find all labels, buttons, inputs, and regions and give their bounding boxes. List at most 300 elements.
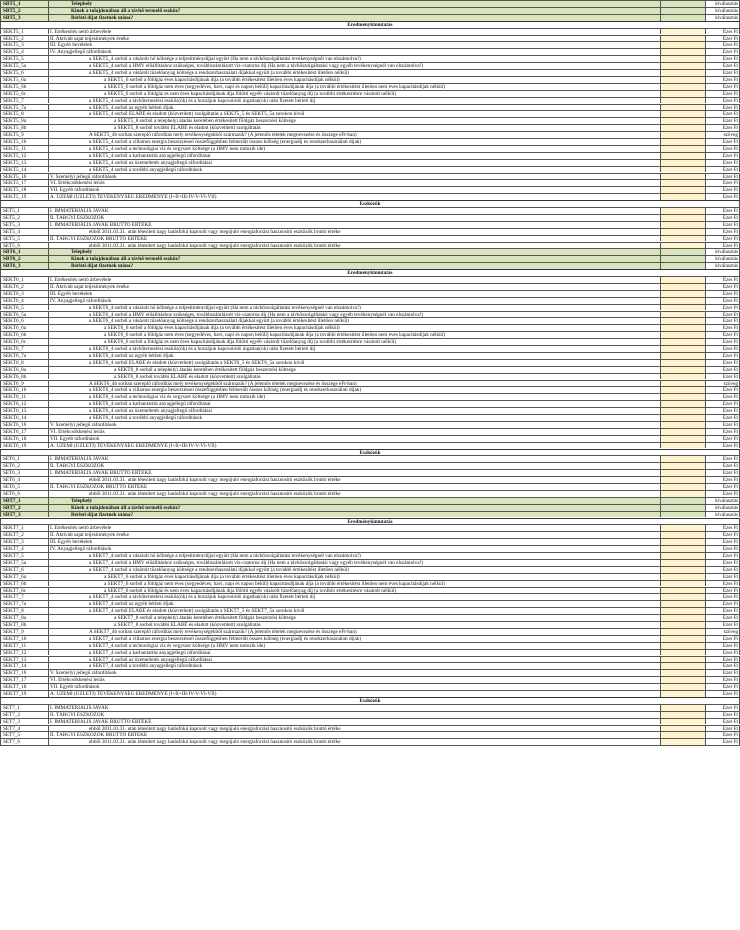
- row-unit: Ezer Ft: [705, 560, 740, 566]
- question-row: [0, 248, 740, 255]
- row-label: a SEKT7_4 sorból az üzemeltetés anyagjellegű ráfordításai: [48, 657, 660, 663]
- row-unit: Ezer Ft: [705, 463, 740, 469]
- row-label: a SEKT7_4 sorból a további anyagjellegű ráfordítások: [48, 663, 660, 669]
- row-unit: Ezer Ft: [705, 318, 740, 324]
- result-row: [0, 283, 740, 290]
- row-unit: Ezer Ft: [705, 98, 740, 104]
- row-label: a SEKT6_8 sorból a telephelyi átadás keretében értékesített földgáz beszerzési költsége: [48, 367, 660, 373]
- row-code: SEKT7_19: [0, 691, 48, 697]
- row-code: SEKT7_5a: [0, 560, 48, 566]
- row-label: VII. Egyéb ráfordítások: [48, 684, 660, 690]
- row-code: SEKT6_12: [0, 401, 48, 407]
- result-row: [0, 628, 740, 635]
- row-code: SEKT6_2: [0, 284, 48, 290]
- row-label: A. ÜZEMI (ÜZLETI) TEVÉKENYSÉG EREDMÉNYE (I+II+III-IV-V-VI-VII): [48, 691, 660, 697]
- row-label: a SEKT6_4 sorból a távhőtermelési eszköz(ök) és a hozzájuk kapcsolódó ingatlan(ok) után fizetett bérleti díj: [48, 346, 660, 352]
- row-code: SBT7_2: [0, 505, 48, 511]
- section-header-label: Eszközök: [0, 201, 740, 207]
- row-code: SEKT6_6a: [0, 325, 48, 331]
- row-code: SEKT7_6b: [0, 581, 48, 587]
- row-label: a SEKT7_8 sorból további ELÁBÉ és eladott (közvetített) szolgáltatás: [48, 622, 660, 628]
- row-unit: Ezer Ft: [705, 160, 740, 166]
- row-code: SEKT7_14: [0, 663, 48, 669]
- row-label: a SEKT5_8 sorból a telephelyi átadás keretében értékesített földgáz beszerzési költsége: [48, 118, 660, 124]
- row-unit: Ezer Ft: [705, 91, 740, 97]
- result-row: [0, 166, 740, 173]
- row-code: SBT6_2: [0, 256, 48, 262]
- row-unit: Ezer Ft: [705, 298, 740, 304]
- row-unit: Ezer Ft: [705, 367, 740, 373]
- row-label: a SEKT5_4 sorból a vásárolt tüzelőanyag költsége a rendszerhasználati díjakkal együtt (a további értékesítést illetően nélkül): [48, 70, 660, 76]
- row-label: IV. Anyagjellegű ráfordítások: [48, 546, 660, 552]
- row-code: SBT7_1: [0, 498, 48, 504]
- row-unit: Ezer Ft: [705, 574, 740, 580]
- row-unit: Ezer Ft: [705, 387, 740, 393]
- row-unit: Ezer Ft: [705, 650, 740, 656]
- row-code: SEKT7_4: [0, 546, 48, 552]
- row-label: I. Értékesítés nettó árbevétele: [48, 277, 660, 283]
- row-code: SEKT7_13: [0, 657, 48, 663]
- row-code: SEKT5_7: [0, 98, 48, 104]
- asset-row: [0, 731, 740, 738]
- result-row: [0, 580, 740, 587]
- result-row: [0, 48, 740, 55]
- row-label: a SEKT7_4 sorból az egyéb bérleti díjak: [48, 601, 660, 607]
- row-label: a SEKT5_4 sorból az üzemeltetés anyagjellegű ráfordításai: [48, 160, 660, 166]
- row-label: a SEKT6_4 sorból a HMV előállításhoz szükséges, továbbszámlázott víz-csatorna díj (Ha nem a távhőszolgáltatási vagy egyéb tevékenységnél van elszámolva!): [48, 312, 660, 318]
- row-code: SEKT5_6a: [0, 77, 48, 83]
- row-label: Kinek a tulajdonában áll a távhő termelő eszköz?: [48, 8, 660, 14]
- row-label: a SEKT6_4 sorból ELÁBÉ és eladott (közvetített) szolgáltatás a SEKT6_5 és SEKT6_5a sorokon kívül: [48, 360, 660, 366]
- row-label: a SEKT5_4 sorból a HMV előállításhoz szükséges, továbbszámlázott víz-csatorna díj (Ha nem a távhőszolgáltatási vagy egyéb tevékenységnél van elszámolva!): [48, 63, 660, 69]
- row-label: A SEKT7_4b sorban szereplő ráfordítás mely tevékenységekből származik? (A jelentős tételek megnevezése és összege eFt-ban): [48, 629, 660, 635]
- row-code: SEKT7_11: [0, 643, 48, 649]
- row-unit: Ezer Ft: [705, 284, 740, 290]
- result-row: [0, 573, 740, 580]
- row-label: a SEKT5_4 sorból ELÁBÉ és eladott (közvetített) szolgáltatás a SEKT5_5 és SEKT5_5a sorokon kívül: [48, 111, 660, 117]
- row-code: SET5_3: [0, 222, 48, 228]
- row-unit: Ezer Ft: [705, 394, 740, 400]
- row-code: SEKT7_12: [0, 650, 48, 656]
- row-label: ebből 2011.03.31. után létesített nagy hatásfokú kapcsolt vagy megújuló energiaforrást hasznosító eszközök bruttó értéke: [48, 491, 660, 497]
- row-label: a SEKT5_6 sorból a földgáz és nem éves kapacitásdíjának díja fölötti egyéb vásárolt tüzelőanyag díj (a további értékesítésre vásárolt nélkül): [48, 91, 660, 97]
- result-row: [0, 559, 740, 566]
- row-unit: Ezer Ft: [705, 567, 740, 573]
- row-label: a SEKT5_4 sorból a vásárolt hő költsége a teljesítménydíjjal együtt (Ha nem a távhőszolgáltatási tevékenységnél van elszámolva!): [48, 56, 660, 62]
- row-unit: Ezer Ft: [705, 691, 740, 697]
- row-label: a SEKT6_4 sorból az egyéb bérleti díjak: [48, 353, 660, 359]
- section-header-assets: [0, 200, 740, 207]
- section-header-income-statement: [0, 21, 740, 28]
- row-unit: Ezer Ft: [705, 208, 740, 214]
- result-row: [0, 83, 740, 90]
- row-code: SEKT5_3: [0, 42, 48, 48]
- row-code: SEKT6_18: [0, 436, 48, 442]
- result-row: [0, 324, 740, 331]
- row-code: SEKT7_1: [0, 525, 48, 531]
- row-unit: Ezer Ft: [705, 215, 740, 221]
- row-unit: Ezer Ft: [705, 436, 740, 442]
- row-unit: kiválasztás: [705, 263, 740, 269]
- asset-row: [0, 711, 740, 718]
- result-row: [0, 407, 740, 414]
- result-row: [0, 152, 740, 159]
- row-code: SEKT7_6a: [0, 574, 48, 580]
- row-unit: Ezer Ft: [705, 705, 740, 711]
- row-code: SEKT6_7: [0, 346, 48, 352]
- row-unit: Ezer Ft: [705, 601, 740, 607]
- row-label: IV. Anyagjellegű ráfordítások: [48, 298, 660, 304]
- section-header-income-statement: [0, 269, 740, 276]
- result-row: [0, 635, 740, 642]
- result-row: [0, 393, 740, 400]
- row-unit: Ezer Ft: [705, 84, 740, 90]
- row-label: I. IMMATERIÁLIS JAVAK: [48, 705, 660, 711]
- result-row: [0, 676, 740, 683]
- row-label: a SEKT5_6 sorból a földgáz éves kapacitásdíjának díja (a további értékesítést illetően éves kapacitásdíjak nélkül): [48, 77, 660, 83]
- row-label: ebből 2011.03.31. után létesített nagy hatásfokú kapcsolt vagy megújuló energiaforrást hasznosító eszközök bruttó értéke: [48, 229, 660, 235]
- row-label: ebből 2011.03.31. után létesített nagy hatásfokú kapcsolt vagy megújuló energiaforrást hasznosító eszközök bruttó értéke: [48, 243, 660, 249]
- row-code: SET7_1: [0, 705, 48, 711]
- row-code: SEKT6_7a: [0, 353, 48, 359]
- row-unit: Ezer Ft: [705, 588, 740, 594]
- row-unit: Ezer Ft: [705, 491, 740, 497]
- row-code: SET6_4: [0, 477, 48, 483]
- asset-row: [0, 214, 740, 221]
- result-row: [0, 683, 740, 690]
- row-code: SEKT6_9: [0, 381, 48, 387]
- result-row: [0, 55, 740, 62]
- row-code: SEKT5_5: [0, 56, 48, 62]
- result-row: [0, 345, 740, 352]
- row-label: Telephely: [48, 249, 660, 255]
- row-code: SET6_2: [0, 463, 48, 469]
- section-header-assets: [0, 697, 740, 704]
- row-code: SBT5_1: [0, 1, 48, 7]
- result-row: [0, 614, 740, 621]
- row-code: SET7_2: [0, 712, 48, 718]
- row-label: II. Aktivált saját teljesítmények értéke: [48, 532, 660, 538]
- result-row: [0, 656, 740, 663]
- row-unit: Ezer Ft: [705, 643, 740, 649]
- row-unit: Ezer Ft: [705, 346, 740, 352]
- result-row: [0, 304, 740, 311]
- row-unit: Ezer Ft: [705, 277, 740, 283]
- row-unit: Ezer Ft: [705, 677, 740, 683]
- row-label: a SEKT6_4 sorból a technológiai víz és vegyszer költsége (a HMV nem tartozik ide): [48, 394, 660, 400]
- row-unit: Ezer Ft: [705, 408, 740, 414]
- row-code: SET5_6: [0, 243, 48, 249]
- section-header-label: Eredménykimutatás: [0, 22, 740, 28]
- row-code: SEKT7_10: [0, 636, 48, 642]
- row-code: SEKT7_3: [0, 539, 48, 545]
- result-row: [0, 531, 740, 538]
- row-label: II. TÁRGYI ESZKÖZÖK BRUTTÓ ÉRTÉKE: [48, 236, 660, 242]
- result-row: [0, 359, 740, 366]
- row-code: SEKT6_6: [0, 318, 48, 324]
- result-row: [0, 317, 740, 324]
- asset-row: [0, 221, 740, 228]
- result-row: [0, 400, 740, 407]
- row-label: II. TÁRGYI ESZKÖZÖK: [48, 215, 660, 221]
- row-unit: kiválasztás: [705, 1, 740, 7]
- question-row: [0, 497, 740, 504]
- row-unit: Ezer Ft: [705, 229, 740, 235]
- row-code: SEKT6_10: [0, 387, 48, 393]
- result-row: [0, 90, 740, 97]
- row-unit: Ezer Ft: [705, 484, 740, 490]
- row-unit: Ezer Ft: [705, 532, 740, 538]
- result-row: [0, 352, 740, 359]
- row-label: a SEKT6_4 sorból a karbantartás anyagjellegű ráfordításai: [48, 401, 660, 407]
- row-label: II. TÁRGYI ESZKÖZÖK: [48, 712, 660, 718]
- result-row: [0, 662, 740, 669]
- result-row: [0, 41, 740, 48]
- result-row: [0, 97, 740, 104]
- result-row: [0, 179, 740, 186]
- row-label: I. IMMATERIÁLIS JAVAK BRUTTÓ ÉRTÉKE: [48, 222, 660, 228]
- row-code: SEKT5_8: [0, 111, 48, 117]
- row-code: SEKT6_1: [0, 277, 48, 283]
- row-label: a SEKT5_4 sorból a további anyagjellegű ráfordítások: [48, 167, 660, 173]
- row-code: SEKT7_5: [0, 553, 48, 559]
- row-code: SEKT6_8b: [0, 374, 48, 380]
- result-row: [0, 545, 740, 552]
- asset-row: [0, 738, 740, 745]
- row-label: a SEKT6_6 sorból a földgáz éves kapacitásdíjának díja (a további értékesítést illetően éves kapacitásdíjak nélkül): [48, 325, 660, 331]
- table-bottom-border: [0, 745, 740, 746]
- row-code: SEKT5_8b: [0, 125, 48, 131]
- result-row: [0, 276, 740, 283]
- row-label: a SEKT5_4 sorból a karbantartás anyagjellegű ráfordításai: [48, 153, 660, 159]
- row-unit: Ezer Ft: [705, 77, 740, 83]
- row-unit: Ezer Ft: [705, 42, 740, 48]
- row-code: SEKT7_9: [0, 629, 48, 635]
- result-row: [0, 649, 740, 656]
- row-unit: kiválasztás: [705, 512, 740, 518]
- row-code: SEKT6_4: [0, 298, 48, 304]
- result-row: [0, 131, 740, 138]
- result-row: [0, 414, 740, 421]
- row-unit: Ezer Ft: [705, 236, 740, 242]
- row-label: a SEKT7_4 sorból a távhőtermelési eszköz(ök) és a hozzájuk kapcsolódó ingatlan(ok) után fizetett bérleti díj: [48, 594, 660, 600]
- result-row: [0, 297, 740, 304]
- row-code: SEKT5_5a: [0, 63, 48, 69]
- row-code: SBT6_3: [0, 263, 48, 269]
- row-code: SEKT6_16: [0, 422, 48, 428]
- row-code: SEKT5_14: [0, 167, 48, 173]
- row-unit: Ezer Ft: [705, 29, 740, 35]
- row-code: SEKT6_3: [0, 291, 48, 297]
- row-code: SEKT7_16: [0, 670, 48, 676]
- row-label: a SEKT7_6 sorból a földgáz és nem éves kapacitásdíjának díja fölötti egyéb vásárolt tüzelőanyag díj (a további értékesítésre vásárolt nélkül): [48, 588, 660, 594]
- result-row: [0, 366, 740, 373]
- result-row: [0, 159, 740, 166]
- row-unit: Ezer Ft: [705, 415, 740, 421]
- row-unit: Ezer Ft: [705, 456, 740, 462]
- question-row: [0, 7, 740, 14]
- row-unit: Ezer Ft: [705, 325, 740, 331]
- row-code: SEKT5_7a: [0, 105, 48, 111]
- row-unit: Ezer Ft: [705, 180, 740, 186]
- row-label: a SEKT6_4 sorból a villamos energia beszerzéssel összefüggésben felmerült összes költség (energiadíj és rendszerhasználati díjak): [48, 387, 660, 393]
- asset-row: [0, 242, 740, 249]
- row-label: VI. Értékcsökkenési leírás: [48, 677, 660, 683]
- row-label: I. IMMATERIÁLIS JAVAK: [48, 456, 660, 462]
- row-code: SEKT5_16: [0, 174, 48, 180]
- row-unit: kiválasztás: [705, 498, 740, 504]
- row-label: a SEKT7_6 sorból a földgáz nem éves (negyedéves, havi, napi és napon belüli) kapacitásdíjának díja (a további értékesítést illetően nem éves kapacitásdíjak nélkül): [48, 581, 660, 587]
- row-code: SEKT5_6: [0, 70, 48, 76]
- asset-row: [0, 235, 740, 242]
- row-code: SEKT6_13: [0, 408, 48, 414]
- row-label: a SEKT7_4 sorból a karbantartás anyagjellegű ráfordításai: [48, 650, 660, 656]
- row-label: I. IMMATERIÁLIS JAVAK: [48, 208, 660, 214]
- row-code: SEKT7_8a: [0, 615, 48, 621]
- result-row: [0, 338, 740, 345]
- row-unit: kiválasztás: [705, 256, 740, 262]
- row-unit: Ezer Ft: [705, 615, 740, 621]
- row-unit: Ezer Ft: [705, 401, 740, 407]
- section-header-income-statement: [0, 518, 740, 525]
- row-label: II. Aktivált saját teljesítmények értéke: [48, 284, 660, 290]
- row-code: SEKT7_6: [0, 567, 48, 573]
- row-unit: Ezer Ft: [705, 608, 740, 614]
- result-row: [0, 331, 740, 338]
- result-row: [0, 538, 740, 545]
- row-label: a SEKT7_4 sorból a vásárolt hő költsége a teljesítménydíjjal együtt (Ha nem a távhőszolgáltatási tevékenységnél van elszámolva!): [48, 553, 660, 559]
- row-label: III. Egyéb bevételek: [48, 539, 660, 545]
- result-row: [0, 607, 740, 614]
- asset-row: [0, 483, 740, 490]
- result-row: [0, 690, 740, 697]
- row-unit: Ezer Ft: [705, 739, 740, 745]
- row-label: Bérleti díjat fizetnek utána?: [48, 263, 660, 269]
- result-row: [0, 145, 740, 152]
- section-header-label: Eszközök: [0, 450, 740, 456]
- result-row: [0, 380, 740, 387]
- row-label: a SEKT6_6 sorból a földgáz és nem éves kapacitásdíjának díja fölötti egyéb vásárolt tüzelőanyag díj (a további értékesítésre vásárolt nélkül): [48, 339, 660, 345]
- row-unit: Ezer Ft: [705, 594, 740, 600]
- row-label: Kinek a tulajdonában áll a távhő termelő eszköz?: [48, 505, 660, 511]
- row-unit: Ezer Ft: [705, 187, 740, 193]
- row-code: SEKT7_7a: [0, 601, 48, 607]
- row-code: SET6_6: [0, 491, 48, 497]
- row-label: II. Aktivált saját teljesítmények értéke: [48, 36, 660, 42]
- row-code: SEKT5_18: [0, 187, 48, 193]
- row-code: SEKT6_8a: [0, 367, 48, 373]
- row-code: SEKT7_7: [0, 594, 48, 600]
- row-unit: Ezer Ft: [705, 353, 740, 359]
- result-row: [0, 35, 740, 42]
- row-code: SET6_5: [0, 484, 48, 490]
- row-label: A SEKT6_4b sorban szereplő ráfordítás mely tevékenységekből származik? (A jelentős tételek megnevezése és összege eFt-ban): [48, 381, 660, 387]
- row-label: VI. Értékcsökkenési leírás: [48, 180, 660, 186]
- row-label: a SEKT6_6 sorból a földgáz nem éves (negyedéves, havi, napi és napon belüli) kapacitásdíjának díja (a további értékesítést illetően nem éves kapacitásdíjak nélkül): [48, 332, 660, 338]
- row-unit: Ezer Ft: [705, 546, 740, 552]
- asset-row: [0, 228, 740, 235]
- asset-row: [0, 207, 740, 214]
- row-code: SBT5_3: [0, 15, 48, 21]
- row-code: SEKT5_6b: [0, 84, 48, 90]
- row-code: SEKT6_8: [0, 360, 48, 366]
- row-label: Telephely: [48, 498, 660, 504]
- row-code: SBT6_1: [0, 249, 48, 255]
- row-label: a SEKT7_4 sorból a villamos energia beszerzéssel összefüggésben felmerült összes költség (energiadíj és rendszerhasználati díjak): [48, 636, 660, 642]
- asset-row: [0, 476, 740, 483]
- row-unit: Ezer Ft: [705, 581, 740, 587]
- row-code: SEKT6_14: [0, 415, 48, 421]
- row-label: VI. Értékcsökkenési leírás: [48, 429, 660, 435]
- row-unit: Ezer Ft: [705, 36, 740, 42]
- asset-row: [0, 704, 740, 711]
- result-row: [0, 435, 740, 442]
- row-label: Bérleti díjat fizetnek utána?: [48, 15, 660, 21]
- row-code: SEKT6_11: [0, 394, 48, 400]
- row-label: a SEKT7_4 sorból a vásárolt tüzelőanyag költsége a rendszerhasználati díjakkal együtt (a további értékesítést illetően nélkül): [48, 567, 660, 573]
- section-header-label: Eredménykimutatás: [0, 519, 740, 525]
- result-row: [0, 173, 740, 180]
- row-label: II. TÁRGYI ESZKÖZÖK BRUTTÓ ÉRTÉKE: [48, 484, 660, 490]
- row-unit: Ezer Ft: [705, 726, 740, 732]
- row-unit: Ezer Ft: [705, 719, 740, 725]
- result-row: [0, 124, 740, 131]
- row-label: a SEKT5_8 sorból további ELÁBÉ és eladott (közvetített) szolgáltatás: [48, 125, 660, 131]
- row-code: SBT7_3: [0, 512, 48, 518]
- row-code: SEKT5_17: [0, 180, 48, 186]
- row-code: SET5_2: [0, 215, 48, 221]
- row-unit: Ezer Ft: [705, 360, 740, 366]
- row-code: SEKT6_19: [0, 443, 48, 449]
- section-header-label: Eredménykimutatás: [0, 270, 740, 276]
- row-unit: Ezer Ft: [705, 70, 740, 76]
- row-unit: Ezer Ft: [705, 167, 740, 173]
- row-unit: Ezer Ft: [705, 670, 740, 676]
- row-label: II. TÁRGYI ESZKÖZÖK BRUTTÓ ÉRTÉKE: [48, 732, 660, 738]
- row-label: I. IMMATERIÁLIS JAVAK BRUTTÓ ÉRTÉKE: [48, 719, 660, 725]
- row-label: I. IMMATERIÁLIS JAVAK BRUTTÓ ÉRTÉKE: [48, 470, 660, 476]
- row-unit: Ezer Ft: [705, 684, 740, 690]
- row-code: SEKT5_8a: [0, 118, 48, 124]
- row-code: SET5_1: [0, 208, 48, 214]
- row-unit: Ezer Ft: [705, 63, 740, 69]
- row-label: a SEKT7_8 sorból a telephelyi átadás keretében értékesített földgáz beszerzési költsége: [48, 615, 660, 621]
- row-label: IV. Anyagjellegű ráfordítások: [48, 49, 660, 55]
- result-row: [0, 290, 740, 297]
- row-code: SET7_3: [0, 719, 48, 725]
- row-label: I. Értékesítés nettó árbevétele: [48, 29, 660, 35]
- row-label: a SEKT6_4 sorból a vásárolt hő költsége a teljesítménydíjjal együtt (Ha nem a távhőszolgáltatási tevékenységnél van elszámolva!): [48, 305, 660, 311]
- row-label: VII. Egyéb ráfordítások: [48, 436, 660, 442]
- row-code: SEKT5_2: [0, 36, 48, 42]
- row-code: SET6_3: [0, 470, 48, 476]
- result-row: [0, 587, 740, 594]
- row-unit: Ezer Ft: [705, 622, 740, 628]
- row-unit: Ezer Ft: [705, 553, 740, 559]
- row-label: a SEKT7_4 sorból a HMV előállításhoz szükséges, továbbszámlázott víz-csatorna díj (Ha nem a távhőszolgáltatási vagy egyéb tevékenységnél van elszámolva!): [48, 560, 660, 566]
- row-unit: kiválasztás: [705, 505, 740, 511]
- row-label: a SEKT7_4 sorból a technológiai víz és vegyszer költsége (a HMV nem tartozik ide): [48, 643, 660, 649]
- row-unit: Ezer Ft: [705, 663, 740, 669]
- row-label: a SEKT5_4 sorból a távhőtermelési eszköz(ök) és a hozzájuk kapcsolódó ingatlan(ok) után fizetett bérleti díj: [48, 98, 660, 104]
- result-row: [0, 642, 740, 649]
- row-code: SEKT6_6c: [0, 339, 48, 345]
- result-row: [0, 428, 740, 435]
- result-row: [0, 138, 740, 145]
- row-unit: Ezer Ft: [705, 712, 740, 718]
- row-code: SEKT5_13: [0, 160, 48, 166]
- row-code: SEKT6_5: [0, 305, 48, 311]
